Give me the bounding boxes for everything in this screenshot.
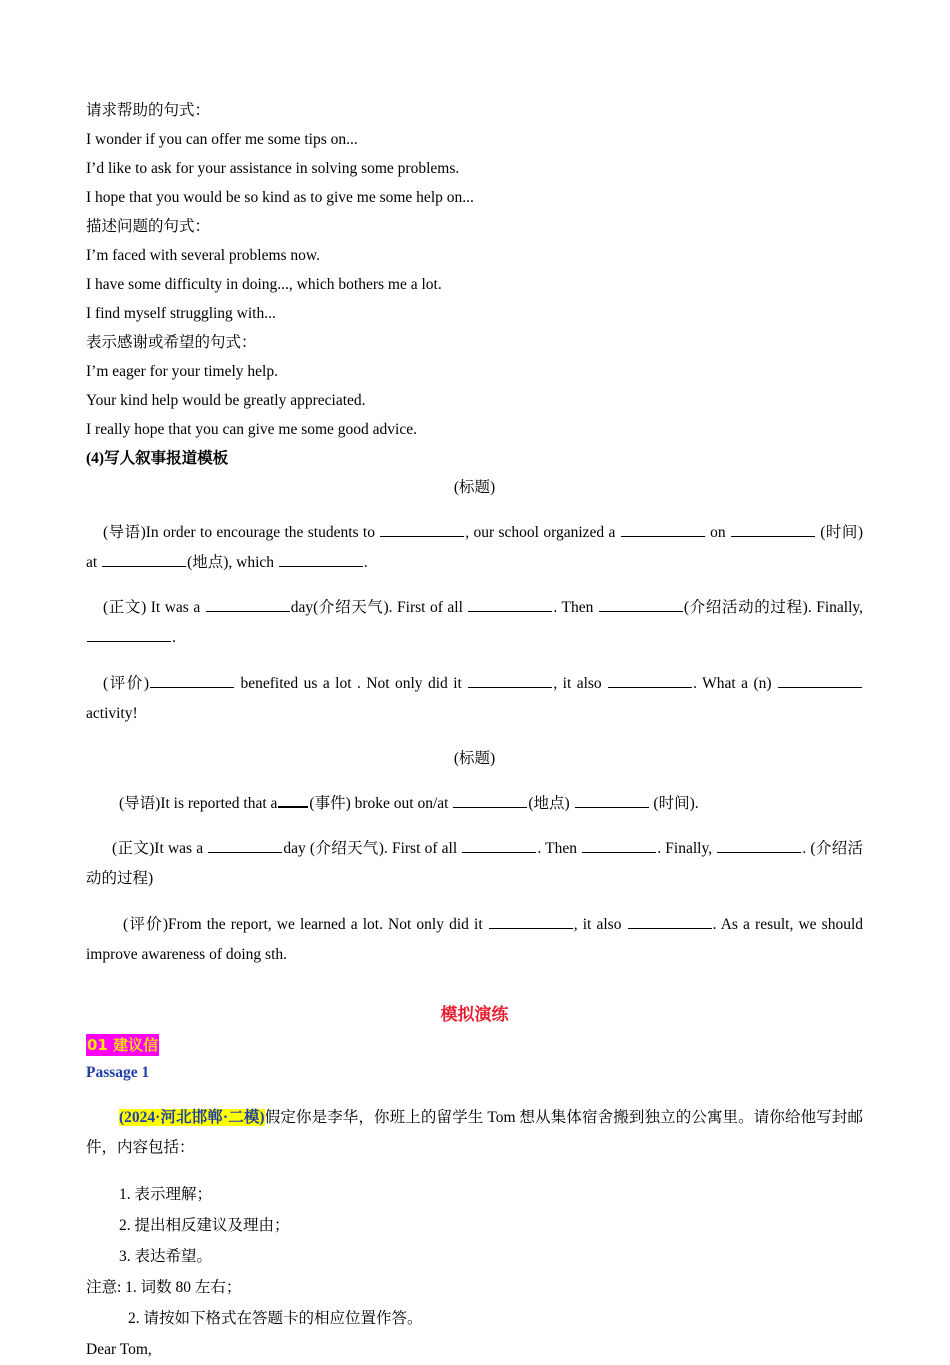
problem-phrase-2: I have some difficulty in doing..., which bothers me a lot. [86, 276, 442, 293]
blank [731, 521, 815, 537]
template1-intro: (导语)In order to encourage the students to , our school organized a on (时间) at (地点), which . [86, 518, 863, 578]
blank [778, 672, 862, 688]
template1-evaluation: (评价) benefited us a lot . Not only did it , it also . What a (n) activity! [86, 669, 863, 729]
thanks-phrases-heading: 表示感谢或希望的句式： [86, 334, 257, 351]
blank [453, 792, 527, 808]
requirement-2: 2. 提出相反建议及理由； [119, 1216, 290, 1234]
thanks-phrase-3: I really hope that you can give me some good advice. [86, 421, 417, 438]
blank [278, 791, 308, 808]
blank [717, 837, 801, 853]
blank [575, 792, 649, 808]
blank [468, 672, 552, 688]
note-line-2: 2. 请按如下格式在答题卡的相应位置作答。 [128, 1309, 423, 1327]
template2-evaluation: (评价)From the report, we learned a lot. Not only did it , it also . As a result, we should improve awareness of doing sth. [86, 910, 863, 970]
template2-body: (正文)It was a day (介绍天气). First of all . Then . Finally, . (介绍活动的过程) [86, 834, 863, 894]
help-phrase-3: I hope that you would be so kind as to give me some help on... [86, 189, 474, 206]
blank [489, 913, 573, 929]
template-title-placeholder-1: (标题) [453, 479, 496, 496]
template2-intro: (导语)It is reported that a (事件) broke out on/at (地点) (时间). [86, 789, 863, 819]
requirement-1: 1. 表示理解； [119, 1185, 213, 1203]
passage-label: Passage 1 [86, 1063, 150, 1081]
help-phrase-1: I wonder if you can offer me some tips on... [86, 131, 358, 148]
source-tag: (2024·河北邯郸·二模) [119, 1109, 265, 1126]
document-content [86, 96, 863, 1365]
problem-phrases-heading: 描述问题的句式： [86, 218, 211, 235]
problem-phrase-3: I find myself struggling with... [86, 305, 276, 322]
category-badge: 01 建议信 [87, 1035, 159, 1054]
blank [621, 521, 705, 537]
help-phrases-heading: 请求帮助的句式： [86, 102, 211, 119]
blank [582, 837, 656, 853]
thanks-phrase-2: Your kind help would be greatly appreciated. [86, 392, 366, 409]
blank [150, 672, 234, 688]
salutation: Dear Tom, [86, 1340, 152, 1358]
requirement-3: 3. 表达希望。 [119, 1247, 213, 1265]
blank [599, 596, 683, 612]
note-line-1: 注意: 1. 词数 80 左右； [86, 1278, 242, 1296]
blank [628, 913, 712, 929]
template-4-heading: (4)写人叙事报道模板 [86, 450, 229, 467]
thanks-phrase-1: I’m eager for your timely help. [86, 363, 278, 380]
help-phrase-2: I’d like to ask for your assistance in solving some problems. [86, 160, 460, 177]
blank [208, 837, 282, 853]
blank [279, 551, 363, 567]
passage-prompt: (2024·河北邯郸·二模)假定你是李华，你班上的留学生 Tom 想从集体宿舍搬到独立的公寓里。请你给他写封邮件，内容包括： [86, 1109, 863, 1156]
blank [380, 521, 464, 537]
blank [206, 596, 290, 612]
blank [608, 672, 692, 688]
section-title: 模拟演练 [440, 1004, 509, 1025]
blank [87, 626, 171, 642]
problem-phrase-1: I’m faced with several problems now. [86, 247, 320, 264]
blank [102, 551, 186, 567]
template1-body: (正文) It was a day(介绍天气). First of all . Then (介绍活动的过程). Finally, . [86, 593, 863, 653]
blank [462, 837, 536, 853]
template-title-placeholder-2: (标题) [453, 750, 496, 767]
blank [468, 596, 552, 612]
